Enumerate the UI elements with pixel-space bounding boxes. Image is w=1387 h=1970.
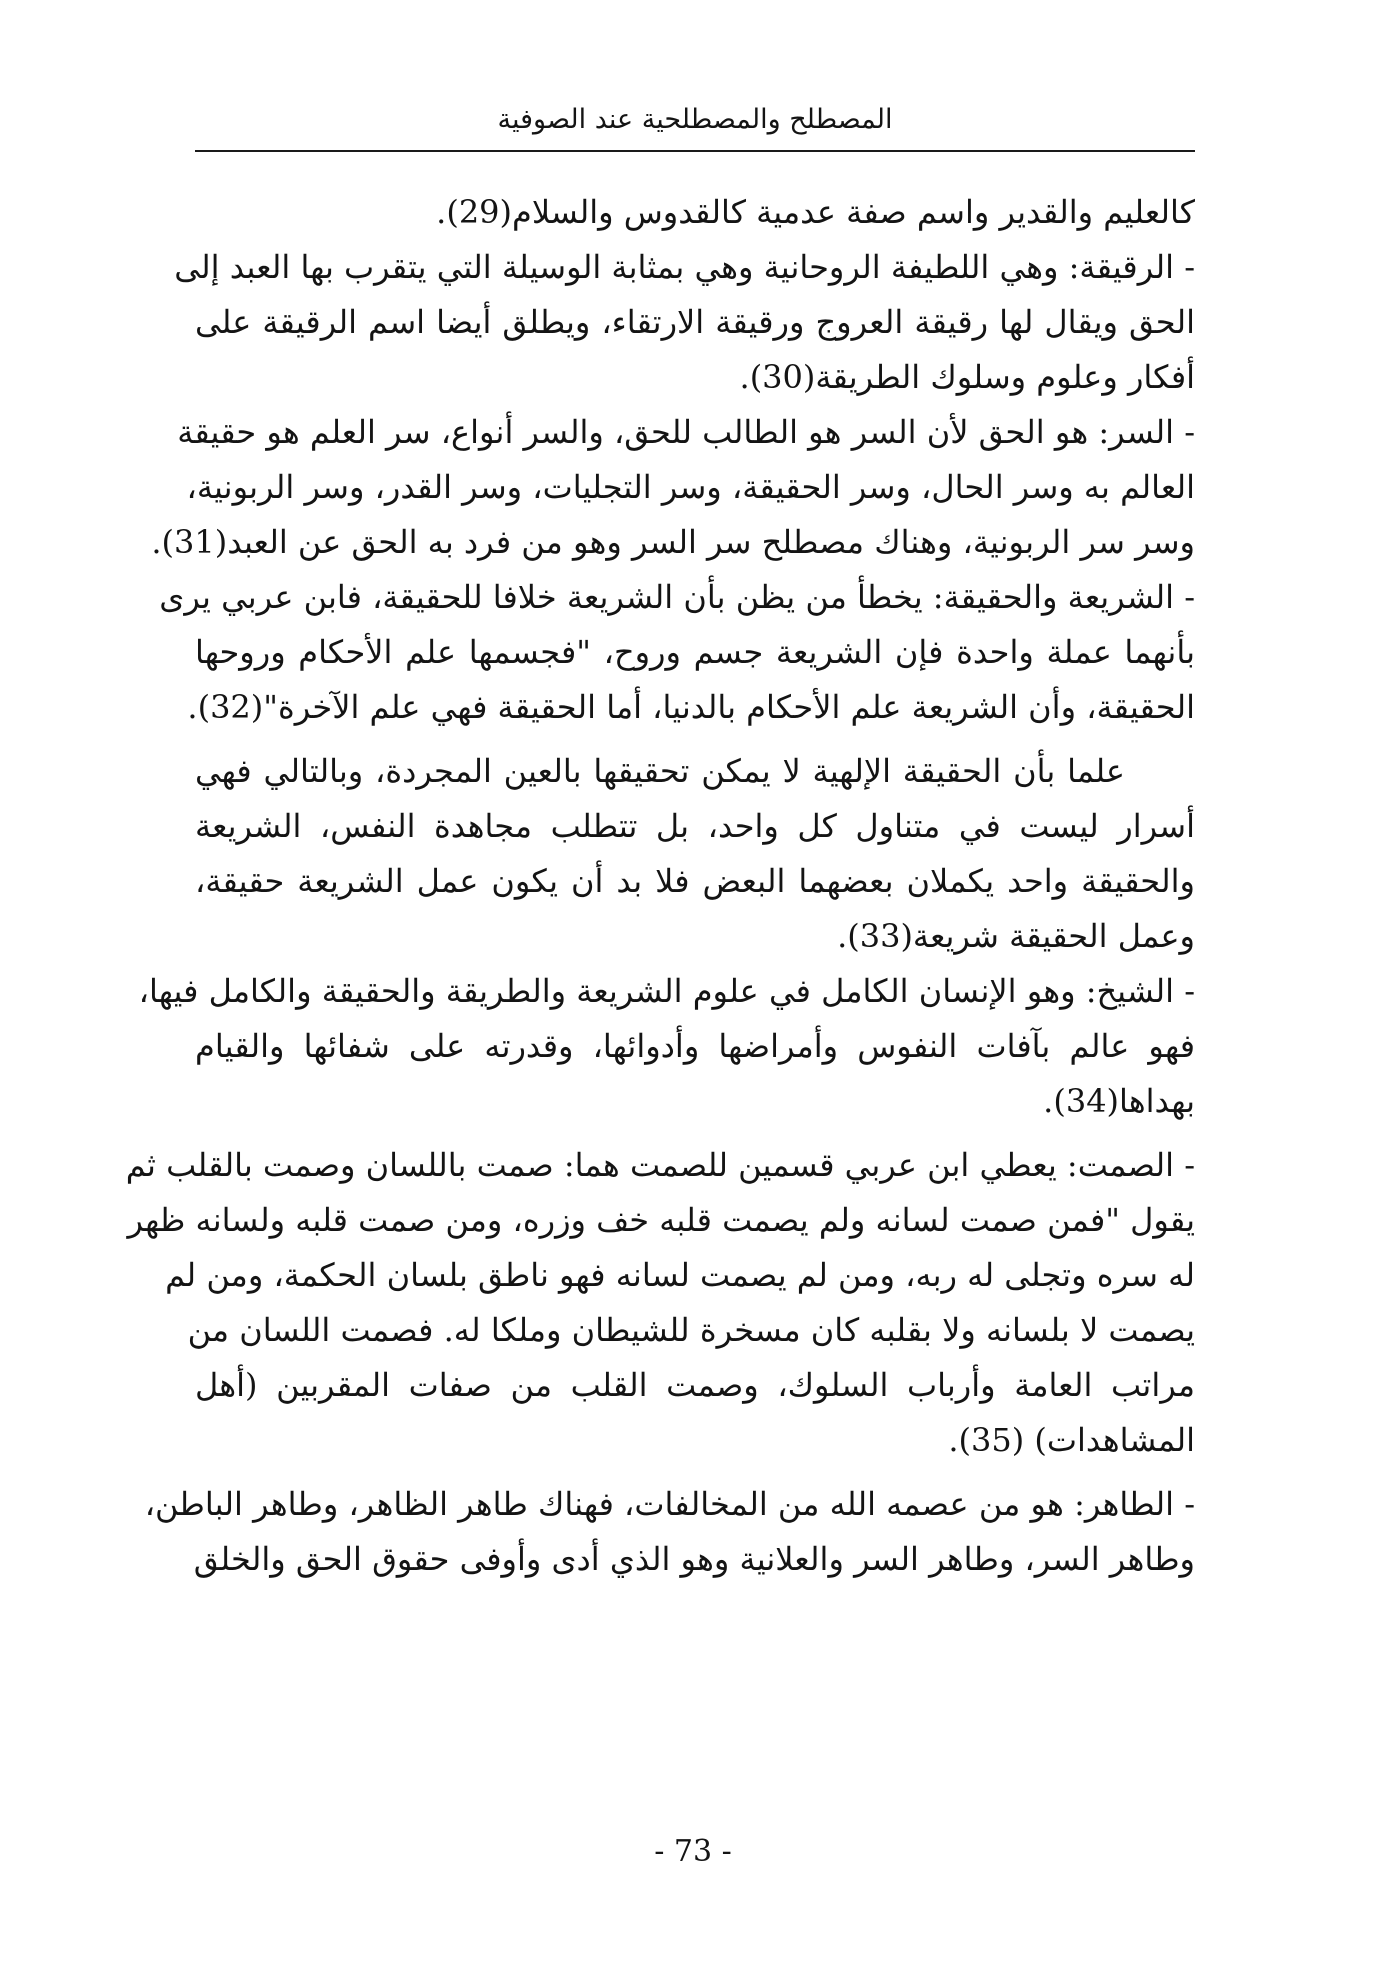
text-line: - الشيخ: وهو الإنسان الكامل في علوم الشريعة والطريقة والحقيقة والكامل فيها،	[138, 972, 1195, 1010]
header-rule	[195, 150, 1195, 152]
text-line: بأنهما عملة واحدة فإن الشريعة جسم وروح، "فجسمها علم الأحكام وروحها	[195, 633, 1195, 671]
text-line: كالعليم والقدير واسم صفة عدمية كالقدوس والسلام(29).	[436, 193, 1195, 231]
text-line: المشاهدات) (35).	[948, 1421, 1195, 1459]
text-line: أسرار ليست في متناول كل واحد، بل تتطلب مجاهدة النفس، الشريعة	[195, 807, 1195, 845]
text-line: وطاهر السر، وطاهر السر والعلانية وهو الذي أدى وأوفى حقوق الحق والخلق	[193, 1540, 1195, 1578]
text-line: علما بأن الحقيقة الإلهية لا يمكن تحقيقها بالعين المجردة، وبالتالي فهي	[195, 752, 1125, 790]
text-line: مراتب العامة وأرباب السلوك، وصمت القلب من صفات المقربين (أهل	[195, 1366, 1196, 1404]
text-line: العالم به وسر الحال، وسر الحقيقة، وسر التجليات، وسر القدر، وسر الربونية،	[186, 468, 1195, 506]
text-line: يقول "فمن صمت لسانه ولم يصمت قلبه خف وزره، ومن صمت قلبه ولسانه ظهر	[127, 1201, 1195, 1239]
text-line: وعمل الحقيقة شريعة(33).	[837, 917, 1195, 955]
text-line: له سره وتجلى له ربه، ومن لم يصمت لسانه فهو ناطق بلسان الحكمة، ومن لم	[165, 1256, 1195, 1294]
text-line: يصمت لا بلسانه ولا بقلبه كان مسخرة للشيطان وملكا له. فصمت اللسان من	[187, 1311, 1195, 1349]
text-line: الحق ويقال لها رقيقة العروج ورقيقة الارتقاء، ويطلق أيضا اسم الرقيقة على	[195, 303, 1195, 341]
text-line: - السر: هو الحق لأن السر هو الطالب للحق، والسر أنواع، سر العلم هو حقيقة	[177, 413, 1195, 451]
text-line: وسر سر الربونية، وهناك مصطلح سر السر وهو من فرد به الحق عن العبد(31).	[151, 523, 1195, 561]
text-line: بهداها(34).	[1043, 1082, 1195, 1120]
text-line: أفكار وعلوم وسلوك الطريقة(30).	[739, 358, 1195, 396]
text-line: - الشريعة والحقيقة: يخطأ من يظن بأن الشريعة خلافا للحقيقة، فابن عربي يرى	[159, 578, 1195, 616]
text-line: فهو عالم بآفات النفوس وأمراضها وأدوائها، وقدرته على شفائها والقيام	[195, 1027, 1195, 1065]
text-line: - الرقيقة: وهي اللطيفة الروحانية وهي بمثابة الوسيلة التي يتقرب بها العبد إلى	[174, 248, 1195, 286]
text-line: - الصمت: يعطي ابن عربي قسمين للصمت هما: صمت باللسان وصمت بالقلب ثم	[125, 1146, 1195, 1184]
running-header-title: المصطلح والمصطلحية عند الصوفية	[497, 104, 893, 135]
text-line: والحقيقة واحد يكملان بعضهما البعض فلا بد أن يكون عمل الشريعة حقيقة،	[195, 862, 1196, 900]
text-line: - الطاهر: هو من عصمه الله من المخالفات، فهناك طاهر الظاهر، وطاهر الباطن،	[144, 1485, 1195, 1523]
page-number: - 73 -	[654, 1834, 732, 1869]
body-text	[125, 185, 1196, 1587]
text-line: الحقيقة، وأن الشريعة علم الأحكام بالدنيا، أما الحقيقة فهي علم الآخرة"(32).	[187, 688, 1195, 726]
